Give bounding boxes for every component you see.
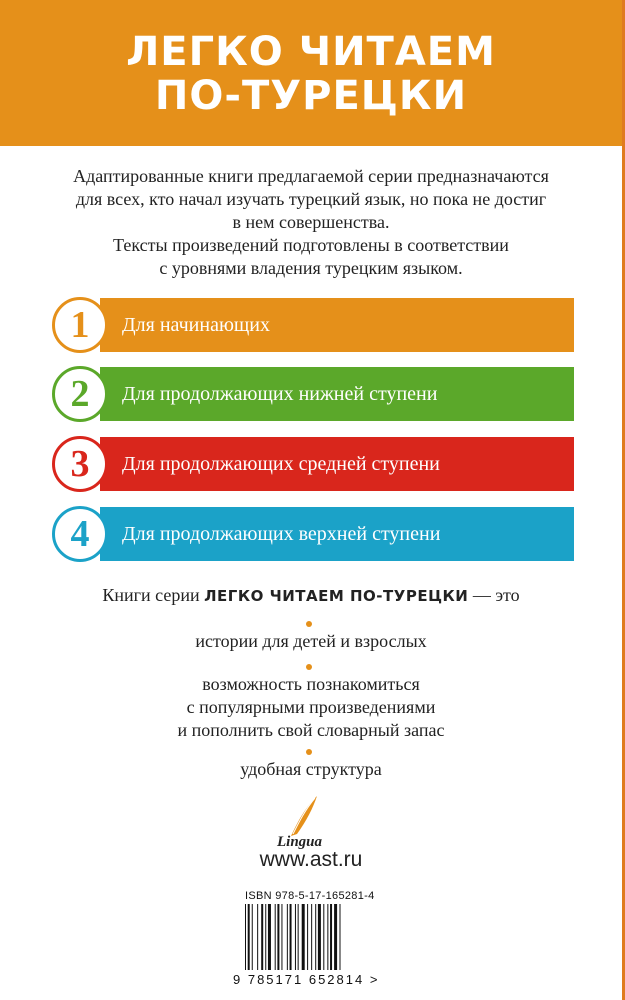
barcode-stripe	[277, 904, 279, 970]
intro-text	[30, 165, 592, 280]
series-title-line-2: ПО-ТУРЕЦКИ	[154, 73, 468, 119]
barcode-stripe	[275, 904, 276, 970]
bullet-item-2	[0, 673, 622, 742]
barcode-digits: 9 785171 652814 >	[233, 972, 380, 987]
barcode-stripe	[281, 904, 282, 970]
barcode-stripe	[315, 904, 316, 970]
level-1-label: Для начинающих	[122, 314, 270, 336]
barcode-stripe	[265, 904, 266, 970]
bullet-line: истории для детей и взрослых	[195, 631, 427, 651]
barcode-stripe	[340, 904, 341, 970]
bullet-item-1	[0, 630, 622, 653]
bullet-dot	[306, 664, 312, 670]
level-4-label: Для продолжающих верхней ступени	[122, 523, 441, 545]
barcode-stripe	[298, 904, 299, 970]
level-1-number-badge: 1	[52, 297, 108, 353]
bullet-line: удобная структура	[240, 759, 382, 779]
barcode-stripe	[323, 904, 324, 970]
series-title-line-1: ЛЕГКО ЧИТАЕМ	[126, 29, 496, 75]
website-url[interactable]: www.ast.ru	[259, 848, 363, 871]
series-title	[0, 30, 622, 118]
barcode-stripe	[248, 904, 250, 970]
barcode-stripe	[302, 904, 305, 970]
barcode-stripe	[295, 904, 296, 970]
barcode-stripe	[290, 904, 292, 970]
intro-line: для всех, кто начал изучать турецкий язык, но пока не достиг	[75, 189, 547, 209]
series-intro	[0, 585, 622, 606]
barcode-stripe	[334, 904, 337, 970]
intro-line: Тексты произведений подготовлены в соответствии	[113, 235, 509, 255]
level-3-label: Для продолжающих средней ступени	[122, 453, 440, 475]
level-2-number-badge: 2	[52, 366, 108, 422]
barcode-stripe	[318, 904, 321, 970]
barcode-stripe	[245, 904, 246, 970]
barcode-stripe	[311, 904, 312, 970]
series-intro-suffix: — это	[468, 585, 520, 605]
bullet-dot	[306, 749, 312, 755]
level-2-bar	[52, 366, 574, 422]
svg-text:Lingua: Lingua	[277, 834, 323, 850]
series-intro-prefix: Книги серии	[102, 585, 205, 605]
intro-line: с уровнями владения турецким языком.	[159, 258, 463, 278]
bullet-item-3	[0, 758, 622, 781]
barcode-stripe	[261, 904, 263, 970]
isbn-label: ISBN 978-5-17-165281-4	[245, 890, 375, 902]
lingua-feather-icon	[271, 790, 351, 850]
level-3-number-badge: 3	[52, 436, 108, 492]
barcode-stripe	[330, 904, 332, 970]
barcode-stripe	[307, 904, 308, 970]
series-name: ЛЕГКО ЧИТАЕМ ПО-ТУРЕЦКИ	[204, 587, 469, 605]
barcode-stripe	[252, 904, 253, 970]
intro-line: в нем совершенства.	[232, 212, 390, 232]
bullet-line: с популярными произведениями	[186, 697, 436, 717]
barcode	[245, 904, 375, 970]
barcode-stripe	[268, 904, 271, 970]
level-1-bar	[52, 297, 574, 353]
level-3-bar	[52, 436, 574, 492]
bullet-line: возможность познакомиться	[202, 674, 420, 694]
barcode-stripe	[287, 904, 288, 970]
barcode-stripe	[257, 904, 258, 970]
level-4-bar	[52, 506, 574, 562]
publisher-logo	[271, 790, 351, 850]
title-banner	[0, 0, 622, 146]
bullet-line: и пополнить свой словарный запас	[177, 720, 445, 740]
level-2-label: Для продолжающих нижней ступени	[122, 383, 438, 405]
barcode-stripe	[327, 904, 328, 970]
bullet-dot	[306, 621, 312, 627]
level-4-number-badge: 4	[52, 506, 108, 562]
intro-line: Адаптированные книги предлагаемой серии предназначаются	[73, 166, 549, 186]
